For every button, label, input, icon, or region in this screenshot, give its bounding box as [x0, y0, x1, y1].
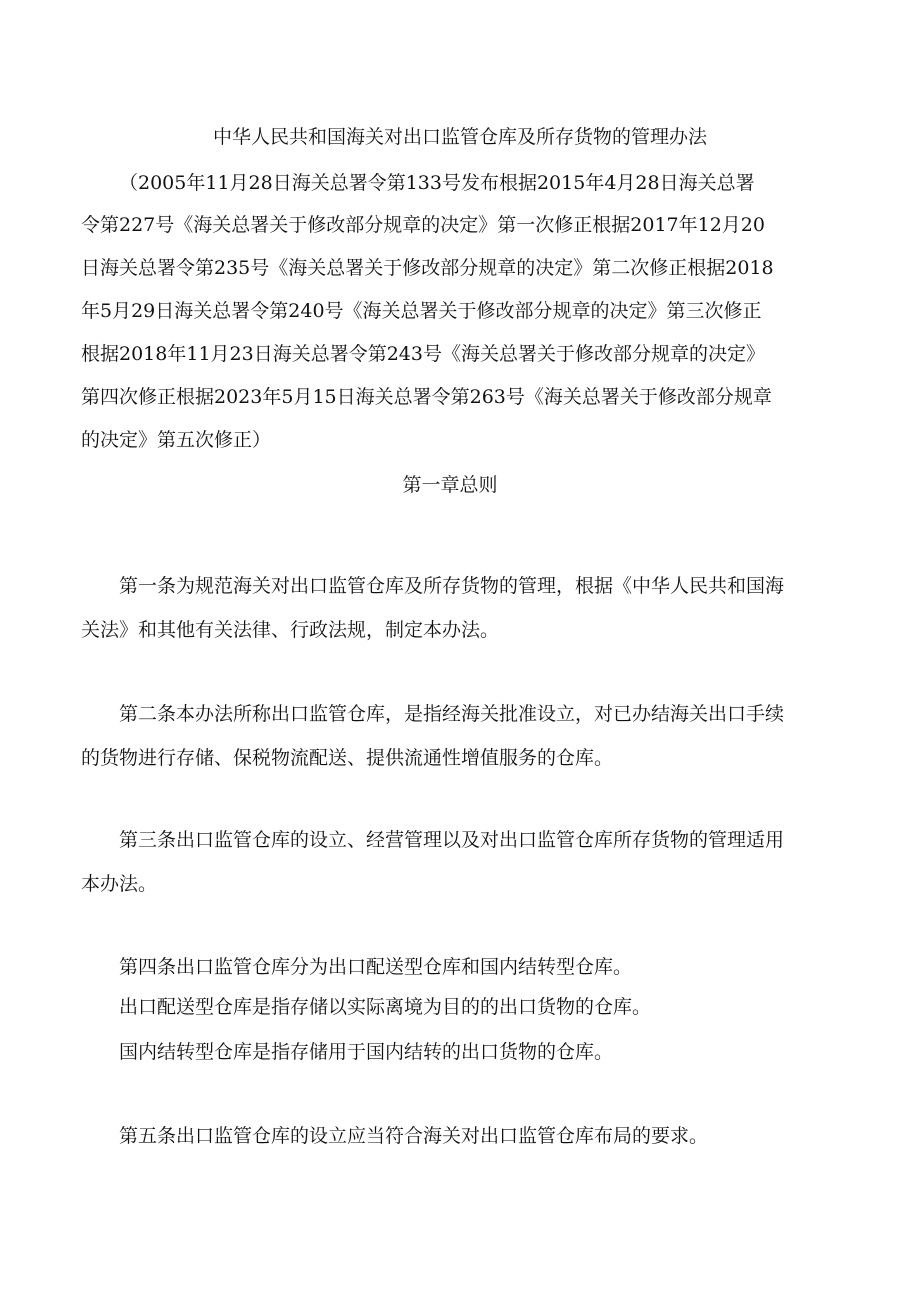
article-1-line-1: 第一条为规范海关对出口监管仓库及所存货物的管理，根据《中华人民共和国海	[119, 575, 785, 597]
subtitle-line-1: （2005年11月28日海关总署令第133号发布根据2015年4月28日海关总署	[119, 172, 755, 194]
subtitle-line-2: 令第227号《海关总署关于修改部分规章的决定》第一次修正根据2017年12月20	[81, 214, 765, 236]
article-4-line-1: 第四条出口监管仓库分为出口配送型仓库和国内结转型仓库。	[119, 956, 633, 978]
article-2-line-2: 的货物进行存储、保税物流配送、提供流通性增值服务的仓库。	[81, 747, 614, 769]
subtitle-line-5: 根据2018年11月23日海关总署令第243号《海关总署关于修改部分规章的决定》	[81, 343, 765, 365]
article-3-line-1: 第三条出口监管仓库的设立、经营管理以及对出口监管仓库所存货物的管理适用	[119, 829, 785, 851]
article-4-line-3: 国内结转型仓库是指存储用于国内结转的出口货物的仓库。	[119, 1041, 614, 1063]
subtitle-line-7: 的决定》第五次修正）	[81, 429, 272, 451]
subtitle-line-3: 日海关总署令第235号《海关总署关于修改部分规章的决定》第二次修正根据2018	[81, 257, 774, 279]
article-1-line-2: 关法》和其他有关法律、行政法规，制定本办法。	[81, 619, 500, 641]
subtitle-line-4: 年5月29日海关总署令第240号《海关总署关于修改部分规章的决定》第三次修正	[81, 300, 762, 322]
article-2-line-1: 第二条本办法所称出口监管仓库，是指经海关批准设立，对已办结海关出口手续	[119, 703, 785, 725]
article-3-line-2: 本办法。	[81, 873, 158, 895]
article-5-line-1: 第五条出口监管仓库的设立应当符合海关对出口监管仓库布局的要求。	[119, 1125, 709, 1147]
chapter-heading: 第一章总则	[402, 474, 498, 496]
article-4-line-2: 出口配送型仓库是指存储以实际离境为目的的出口货物的仓库。	[119, 996, 652, 1018]
subtitle-line-6: 第四次修正根据2023年5月15日海关总署令第263号《海关总署关于修改部分规章	[81, 386, 772, 408]
document-title: 中华人民共和国海关对出口监管仓库及所存货物的管理办法	[212, 126, 707, 148]
